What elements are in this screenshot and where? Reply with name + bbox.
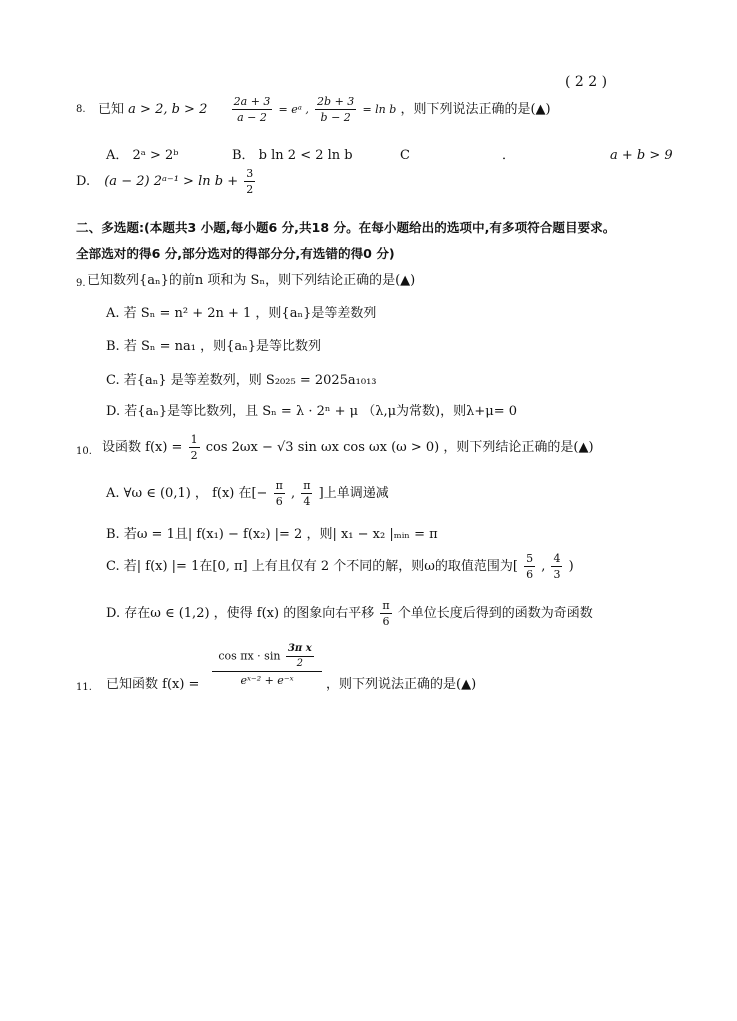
q10-option-a-pre: A. ∀ω ∈ (0,1) ， f(x) 在[−	[106, 486, 268, 502]
q10-option-c-post: )	[568, 559, 574, 575]
q8-eq2-den: b − 2	[320, 110, 351, 124]
q10-option-d-f-num: π	[382, 599, 390, 612]
q10-option-c-f2-den: 3	[553, 567, 561, 581]
q10-option-a-f2-num: π	[303, 479, 311, 492]
section2-heading-line2: 全部选对的得6 分,部分选对的得部分分,有选错的得0 分)	[76, 246, 395, 261]
q10-option-c-mid: ,	[541, 559, 546, 575]
q11-num-inner-den: 2	[296, 657, 303, 669]
q10-option-a-frac2	[301, 480, 312, 507]
q10-option-d-frac	[380, 600, 391, 627]
q8-option-d	[76, 168, 257, 195]
q11-num-inner-num	[286, 644, 314, 657]
q9-number: 9.	[76, 278, 86, 289]
q10-option-d-post: 个单位长度后得到的函数为奇函数	[397, 606, 593, 622]
q11-fraction	[212, 644, 322, 687]
q10-option-d-pre: D. 存在ω ∈ (1,2) ，使得 f(x) 的图象向右平移	[106, 606, 375, 622]
q11-num-expr: cos πx · sin	[218, 649, 281, 663]
q8-eq2-num: 2b + 3	[317, 95, 355, 108]
q8-eq1-num: 2a + 3	[233, 95, 271, 108]
q8-option-d-label: D.	[76, 174, 91, 190]
q10-stem-rest: cos 2ωx − √3 sin ωx cos ωx (ω > 0) ，则下列结论正确的是(▲)	[205, 440, 594, 456]
q10-option-c-f2-num: 4	[553, 552, 561, 565]
q8-option-c: C	[400, 148, 410, 163]
q10-frac-den: 2	[190, 448, 198, 462]
q10-option-a-f2-den: 4	[303, 494, 311, 508]
q8-lead: 已知	[98, 102, 125, 118]
q10-fraction	[189, 434, 200, 461]
q10-option-c-pre: C. 若| f(x) |= 1在[0, π] 上有且仅有 2 个不同的解，则ω的取值范围为[	[106, 559, 518, 575]
q10-option-a-mid: ,	[290, 486, 296, 502]
q10-option-c-frac2	[551, 553, 562, 580]
q8-option-d-frac-den: 2	[246, 182, 254, 196]
q9-option-d: D. 若{aₙ}是等比数列，且 Sₙ = λ · 2ⁿ + μ （λ,μ为常数)，则λ+μ= 0	[106, 404, 517, 419]
q11-lead: 已知函数 f(x) =	[106, 677, 200, 692]
q10-option-a-frac1	[274, 480, 285, 507]
q10-option-a-f1-num: π	[275, 479, 283, 492]
q8-eq1-fraction	[232, 96, 273, 123]
q10-option-c-f1-num: 5	[526, 552, 534, 565]
q10-stem	[102, 434, 594, 461]
q10-option-a-f1-den: 6	[275, 494, 283, 508]
q8-option-d-frac-num: 3	[246, 167, 254, 180]
q8-question: ，则下列说法正确的是(▲)	[400, 102, 551, 118]
q8-condition: a > 2, b > 2	[128, 102, 208, 118]
header-fragment: ( 2 2 )	[565, 74, 608, 90]
q8-option-d-expr: (a − 2) 2ᵃ⁻¹ > ln b +	[104, 174, 239, 190]
q10-option-b: B. 若ω = 1且| f(x₁) − f(x₂) |= 2 ，则| x₁ − x₂ |ₘᵢₙ = π	[106, 527, 438, 542]
q8-option-b: B． b ln 2 < 2 ln b	[232, 148, 353, 163]
q9-option-b: B. 若 Sₙ = na₁ ，则{aₙ}是等比数列	[106, 339, 322, 354]
q10-frac-num: 1	[190, 433, 198, 446]
q8-option-c-dot: ．	[502, 148, 516, 163]
q11-stem: ，则下列说法正确的是(▲)	[326, 677, 477, 692]
section2-heading-line1: 二、多选题:(本题共3 小题,每小题6 分,共18 分。在每小题给出的选项中,有多项符合题目要求。	[76, 220, 616, 235]
q8-option-a: A． 2ᵃ > 2ᵇ	[106, 148, 179, 163]
q11-fraction-numerator	[212, 644, 322, 672]
q8-option-d-fraction	[244, 168, 255, 195]
q11-num-inner-num-text: 3π	[287, 643, 303, 654]
q10-option-a	[106, 480, 389, 507]
q10-option-d-f-den: 6	[382, 614, 390, 628]
q8-eq1-rhs: = eᵃ ,	[278, 103, 309, 117]
q10-option-c-f1-den: 6	[526, 567, 534, 581]
q10-option-d	[106, 600, 593, 627]
q8-eq2-fraction	[315, 96, 356, 123]
q8-stem	[98, 96, 551, 123]
q11-den-expr: eˣ⁻² + e⁻ˣ	[240, 674, 294, 687]
q8-eq2-rhs: = ln b	[362, 103, 397, 117]
q9-option-a: A. 若 Sₙ = n² + 2n + 1 ，则{aₙ}是等差数列	[106, 306, 377, 321]
q10-option-c	[106, 553, 574, 580]
q8-option-c-expr: a + b > 9	[610, 148, 673, 163]
q8-eq1-den: a − 2	[237, 110, 267, 124]
q10-number: 10.	[76, 446, 92, 457]
q10-option-c-frac1	[524, 553, 535, 580]
q11-number: 11.	[76, 682, 92, 693]
q8-number: 8.	[76, 104, 86, 115]
q10-option-a-post: ]上单调递减	[318, 486, 389, 502]
q11-num-inner-fraction	[286, 644, 314, 669]
q11-num-inner-x: x	[305, 643, 312, 654]
q9-option-c: C. 若{aₙ} 是等差数列，则 S₂₀₂₅ = 2025a₁₀₁₃	[106, 373, 377, 388]
q10-lead: 设函数 f(x) =	[102, 440, 183, 456]
q9-stem: 已知数列{aₙ}的前n 项和为 Sₙ，则下列结论正确的是(▲)	[87, 273, 416, 288]
